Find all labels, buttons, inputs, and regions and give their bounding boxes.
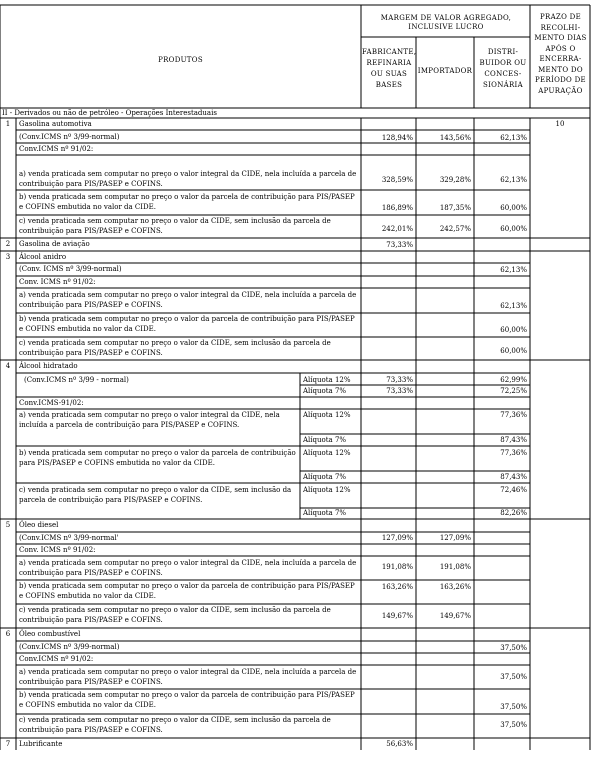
conv-label: Conv. ICMS nº 91/02: [19,546,96,554]
value-cell: 62,13% [500,176,527,184]
product-name: Óleo combustível [19,630,81,638]
value-cell: 186,89% [381,204,413,212]
aliquota-label: Alíquota 12% [303,411,351,419]
conv-label: (Conv.ICMS nº 3/99-normal) [19,133,120,141]
value-cell: 127,09% [439,534,471,542]
conv-label: (Conv.ICMS nº 3/99-normal) [19,643,120,651]
value-cell: 62,13% [500,302,527,310]
value-cell: 60,00% [500,225,527,233]
clause-b: para PIS/PASEP e COFINS embutida no valor da CIDE. [19,459,215,467]
header-distribuidor: DISTRI-BUIDOR OU CONCES-SIONÁRIA [479,48,527,89]
aliquota-label: Alíquota 7% [303,509,347,517]
conv-label: (Conv. ICMS nº 3/99-normal) [19,265,122,273]
value-cell: 60,00% [500,204,527,212]
value-cell: 77,36% [500,411,527,419]
aliquota-label: Alíquota 12% [303,486,351,494]
product-name: Gasolina automotiva [19,120,92,128]
clause-a: a) venda praticada sem computar no preço o valor integral da CIDE, nela incluída a parcela de contribuição para PIS/PASEP e COFINS. [19,668,357,686]
item-number: 6 [5,630,11,638]
value-cell: 149,67% [439,612,471,620]
conv-label: Conv.ICMS-91/02: [19,399,84,407]
value-cell: 37,50% [500,703,527,711]
clause-b: b) venda praticada sem computar no preço o valor da parcela de contribuição para PIS/PASEP e COFINS embutida no valor da CIDE. [19,193,355,211]
header-prazo: PRAZO DE RECOLHI-MENTO DIAS APÓS O ENCERRA-MENTO DO PERÍODO DE APURAÇÃO [534,13,587,95]
product-name: Óleo diesel [19,521,59,529]
value-cell: 72,46% [500,486,527,494]
clause-b: b) venda praticada sem computar no preço o valor da parcela de contribuição [19,449,296,457]
clause-a: incluída a parcela de contribuição para PIS/PASEP e COFINS. [19,421,240,429]
value-cell: 56,63% [386,740,413,748]
clause-c: c) venda praticada sem computar no preço o valor da CIDE, sem inclusão da parcela de contribuição para PIS/PASEP e COFINS. [19,339,331,357]
product-name: Gasolina de aviação [19,240,90,248]
item-number: 5 [5,521,11,529]
clause-c: c) venda praticada sem computar no preço o valor da CIDE, sem inclusão da parcela de contribuição para PIS/PASEP e COFINS. [19,217,331,235]
value-cell: 242,01% [381,225,413,233]
prazo-value: 10 [555,120,565,128]
value-cell: 191,08% [439,563,471,571]
aliquota-label: Alíquota 7% [303,436,347,444]
conv-label: Conv. ICMS nº 91/02: [19,278,96,286]
clause-c: c) venda praticada sem computar no preço o valor da CIDE, sem inclusão da parcela de contribuição para PIS/PASEP e COFINS. [19,716,331,734]
clause-a: a) venda praticada sem computar no preço o valor integral da CIDE, nela incluída a parcela de contribuição para PIS/PASEP e COFINS. [19,291,357,309]
value-cell: 187,35% [439,204,471,212]
clause-b: b) venda praticada sem computar no preço o valor da parcela de contribuição para PIS/PASEP e COFINS embutida no valor da CIDE. [19,315,355,333]
header-importador: IMPORTADOR [417,67,473,75]
clause-c: c) venda praticada sem computar no preço o valor da CIDE, sem inclusão da [19,486,292,494]
value-cell: 62,13% [500,134,527,142]
value-cell: 60,00% [500,326,527,334]
value-cell: 149,67% [381,612,413,620]
value-cell: 328,59% [381,176,413,184]
value-cell: 72,25% [500,387,527,395]
value-cell: 191,08% [381,563,413,571]
item-number: 2 [5,240,11,248]
conv-label: Conv.ICMS nº 91/02: [19,655,94,663]
value-cell: 73,33% [386,376,413,384]
value-cell: 127,09% [381,534,413,542]
value-cell: 60,00% [500,347,527,355]
conv-label: (Conv.ICMS nº 3/99 - normal) [24,376,129,384]
product-name: Álcool hidratado [19,362,78,370]
value-cell: 73,33% [386,387,413,395]
header-fabricante: FABRICANTE, REFINARIA OU SUAS BASES [362,48,417,89]
value-cell: 62,99% [500,376,527,384]
clause-c: c) venda praticada sem computar no preço o valor da CIDE, sem inclusão da parcela de contribuição para PIS/PASEP e COFINS. [19,606,331,624]
item-number: 7 [5,740,11,748]
value-cell: 163,26% [381,583,413,591]
value-cell: 37,50% [500,721,527,729]
clause-a: a) venda praticada sem computar no preço o valor integral da CIDE, nela incluída a parcela de contribuição para PIS/PASEP e COFINS. [19,559,357,577]
value-cell: 37,50% [500,673,527,681]
value-cell: 128,94% [381,134,413,142]
conv-label: Conv.ICMS nº 91/02: [19,145,94,153]
clause-b: b) venda praticada sem computar no preço o valor da parcela de contribuição para PIS/PASEP e COFINS embutida no valor da CIDE. [19,582,355,600]
value-cell: 143,56% [439,134,471,142]
clause-a: a) venda praticada sem computar no preço o valor integral da CIDE, nela [19,411,280,419]
value-cell: 82,26% [500,509,527,517]
aliquota-label: Alíquota 12% [303,449,351,457]
clause-a: a) venda praticada sem computar no preço o valor integral da CIDE, nela incluída a parcela de contribuição para PIS/PASEP e COFINS. [19,170,357,188]
aliquota-label: Alíquota 7% [303,473,347,481]
value-cell: 87,43% [500,436,527,444]
clause-c: parcela de contribuição para PIS/PASEP e COFINS. [19,496,203,504]
product-name: Álcool anidro [19,253,67,261]
value-cell: 62,13% [500,266,527,274]
value-cell: 37,50% [500,644,527,652]
section-title: II - Derivados ou não de petróleo - Operações Interestaduais [2,109,217,117]
item-number: 3 [5,253,11,261]
value-cell: 87,43% [500,473,527,481]
value-cell: 77,36% [500,449,527,457]
conv-label: (Conv.ICMS nº 3/99-normal' [19,534,119,542]
clause-b: b) venda praticada sem computar no preço o valor da parcela de contribuição para PIS/PASEP e COFINS embutida no valor da CIDE. [19,691,355,709]
item-number: 4 [5,362,11,370]
value-cell: 163,26% [439,583,471,591]
item-number: 1 [5,120,11,128]
value-cell: 329,28% [439,176,471,184]
product-name: Lubrificante [19,740,63,748]
value-cell: 73,33% [386,241,413,249]
value-cell: 242,57% [439,225,471,233]
header-margem: MARGEM DE VALOR AGREGADO, INCLUSIVE LUCRO [380,14,512,31]
aliquota-label: Alíquota 7% [303,387,347,395]
aliquota-label: Alíquota 12% [303,376,351,384]
header-produtos: PRODUTOS [158,56,203,64]
